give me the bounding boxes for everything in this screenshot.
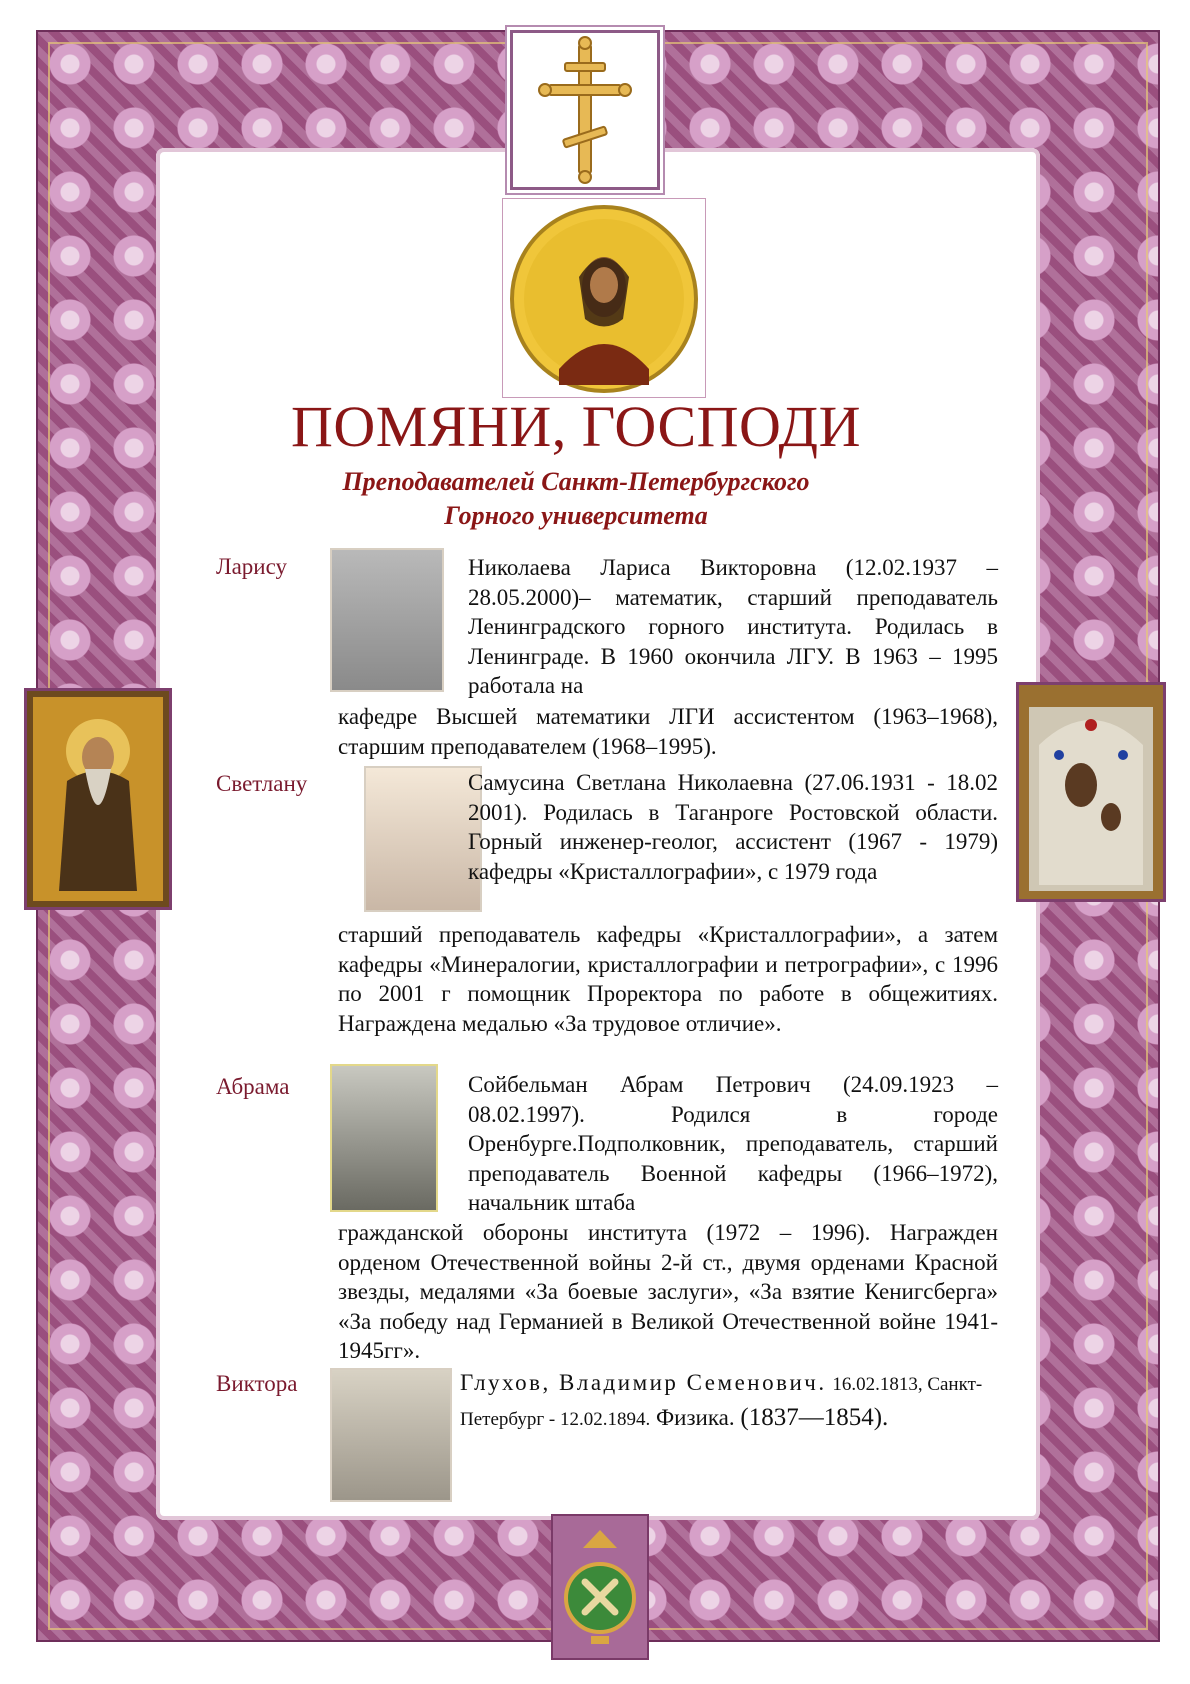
portrait-photo	[330, 548, 444, 692]
orthodox-cross-icon	[513, 33, 657, 187]
theotokos-kazan-icon	[1016, 682, 1166, 902]
christ-pantocrator-icon	[502, 198, 706, 398]
given-name: Ларису	[216, 554, 288, 579]
bio-text: Сойбельман Абрам Петрович (24.09.1923 – 08.02.1997). Родился в городе Оренбурге.Подполковник, преподаватель, старший преподаватель Военной кафедры (1966–1972), начальник штаба	[468, 1072, 998, 1215]
bio-name: Глухов, Владимир Семенович.	[460, 1370, 827, 1395]
bio-text-continued: старший преподаватель кафедры «Кристаллографии», а затем кафедры «Минералогии, кристаллографии и петрографии», с 1996 по 2001 г помощник Проректора по работе в общежитиях. Награждена медалью «За трудовое отличие».	[338, 922, 998, 1036]
bio-text	[460, 1366, 1000, 1436]
bio-text-continued: гражданской обороны института (1972 – 1996). Награжден орденом Отечественной войны 2-й ст., двумя орденами Красной звезды, медалями «За боевые заслуги», «За взятие Кенигсберга» «За победу над Германией в Великой Отечественной войне 1941-1945гг».	[338, 1220, 998, 1363]
cross-box	[510, 30, 660, 190]
bio-text-continued: кафедре Высшей математики ЛГИ ассистентом (1963–1968), старшим преподавателем (1968–1995).	[338, 704, 998, 759]
saint-icon	[24, 688, 172, 910]
portrait-photo	[364, 766, 482, 912]
portrait-photo	[330, 1064, 438, 1212]
page-title: ПОМЯНИ, ГОСПОДИ	[291, 394, 861, 459]
subtitle-line-2: Горного университета	[444, 501, 708, 530]
bio-text: Николаева Лариса Викторовна (12.02.1937 – 28.05.2000)– математик, старший преподаватель Ленинградского горного института. Родилась в Ленинграде. В 1960 окончила ЛГУ. В 1963 – 1995 работала на	[468, 555, 998, 698]
mining-university-crest-icon	[551, 1514, 649, 1660]
subtitle-line-1: Преподавателей Санкт-Петербургского	[342, 467, 810, 496]
given-name: Светлану	[216, 771, 308, 796]
bio-years: (1837—1854).	[740, 1404, 889, 1431]
bio-field: Физика.	[655, 1405, 735, 1430]
given-name: Абрама	[216, 1074, 290, 1099]
given-name: Виктора	[216, 1371, 298, 1396]
bio-text: Самусина Светлана Николаевна (27.06.1931 - 18.02 2001). Родилась в Таганроге Ростовской области. Горный инженер-геолог, ассистент (1967 - 1979) кафедры «Кристаллографии», с 1979 года	[468, 770, 998, 884]
bio-dates: 16.02.1813, Санкт-Петербург - 12.02.1894.	[460, 1374, 983, 1430]
portrait-photo	[330, 1368, 452, 1502]
